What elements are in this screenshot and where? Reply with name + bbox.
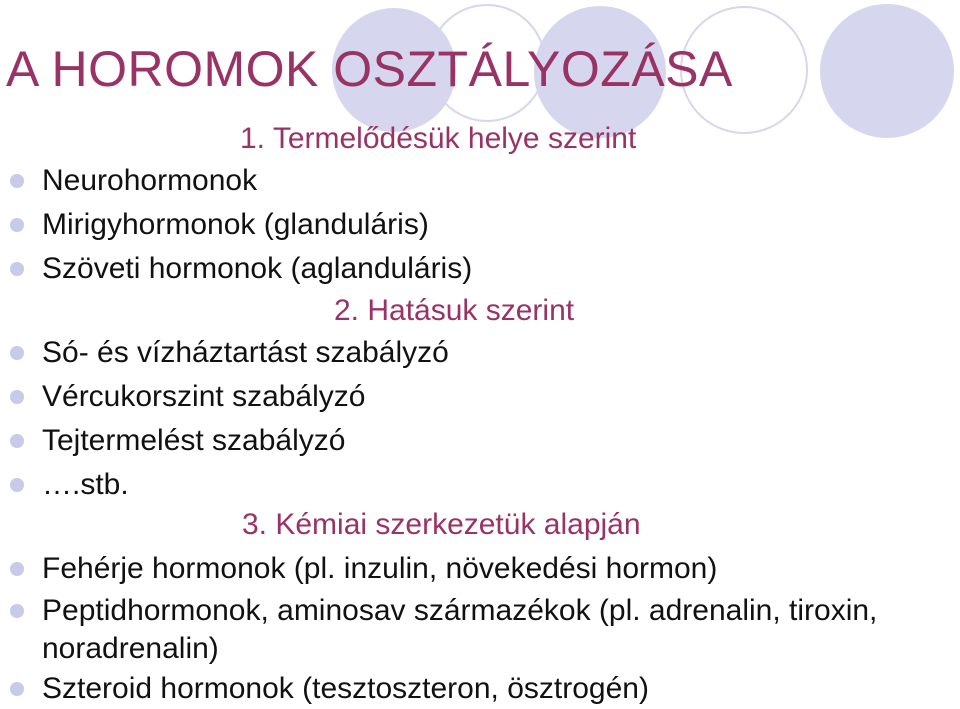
bullet-icon: [10, 174, 24, 188]
bullet-icon: [10, 390, 24, 404]
bullet-icon: [10, 562, 24, 576]
bullet-icon: [10, 604, 24, 618]
decor-circle-5: [820, 4, 954, 138]
section-heading-3: 3. Kémiai szerkezetük alapján: [242, 508, 641, 541]
bullet-icon: [10, 434, 24, 448]
section-heading-1: 1. Termelődésük helye szerint: [240, 122, 637, 155]
bullet-icon: [10, 478, 24, 492]
bullet-icon: [10, 346, 24, 360]
section-heading-2: 2. Hatásuk szerint: [334, 294, 575, 327]
bullet-icon: [10, 218, 24, 232]
bullet-icon: [10, 682, 24, 696]
bullet-icon: [10, 262, 24, 276]
page-title: A HOROMOK OSZTÁLYOZÁSA: [6, 41, 733, 97]
